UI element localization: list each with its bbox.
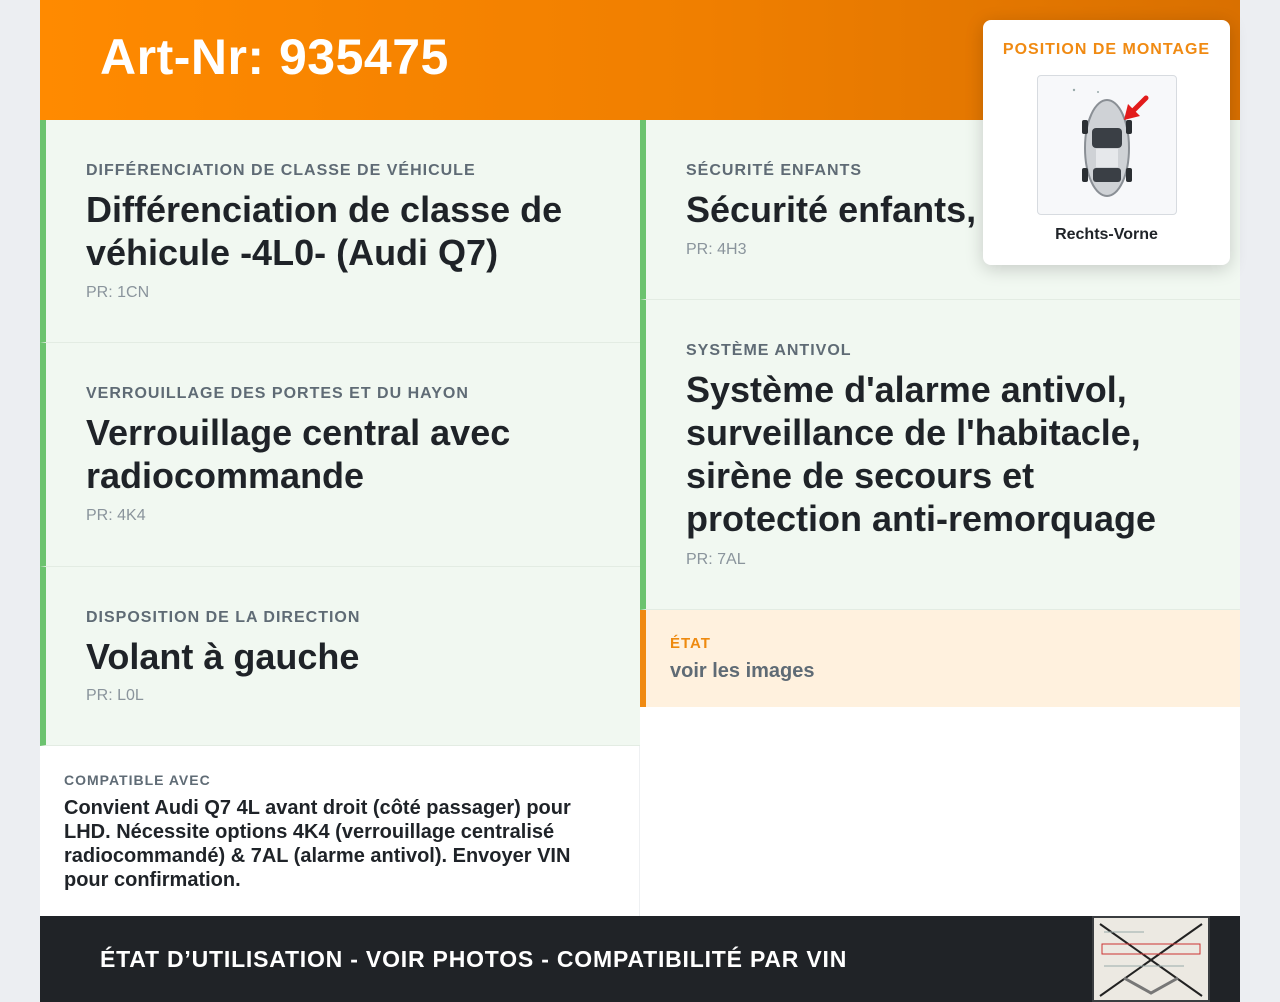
feature-value: Système d'alarme antivol, surveillance de l'habitacle, sirène de secours et protection anti-remorquage [686,369,1157,539]
compatibility-label: COMPATIBLE AVEC [64,772,211,788]
feature-category: DISPOSITION DE LA DIRECTION [86,609,361,626]
compatibility-text: Convient Audi Q7 4L avant droit (côté passager) pour LHD. Nécessite options 4K4 (verrouillage centralisé radiocommandé) & 7AL (alarme antivol). Envoyer VIN pour confirmation. [64,797,571,891]
article-number-title: Art-Nr: 935475 [100,29,449,85]
red-arrow-icon [1124,98,1146,120]
compatibility-box [40,746,640,916]
mounting-image [1037,75,1177,215]
mounting-label: POSITION DE MONTAGE [1002,41,1211,58]
footer-banner: ÉTAT D’UTILISATION - VOIR PHOTOS - COMPATIBILITÉ PAR VIN [100,946,848,972]
feature-value: Verrouillage central avec radiocommande [86,412,511,496]
feature-category: DIFFÉRENCIATION DE CLASSE DE VÉHICULE [86,162,476,179]
feature-pr-code: PR: 4K4 [86,507,146,524]
feature-value: Différenciation de classe de véhicule -4L0- (Audi Q7) [86,189,563,273]
feature-anti-theft [640,300,1240,610]
feature-vehicle-class [40,120,640,343]
condition-value: voir les images [670,660,815,682]
feature-steering [40,567,640,746]
feature-category: VERROUILLAGE DES PORTES ET DU HAYON [86,385,469,402]
feature-category: SÉCURITÉ ENFANTS [686,162,863,179]
mounting-position-value: Rechts-Vorne [1055,226,1158,243]
feature-value: Sécurité enfants, [686,189,977,230]
feature-door-locking [40,343,640,567]
feature-pr-code: PR: 1CN [86,284,150,301]
document-thumbnail-icon[interactable] [1092,916,1210,1002]
condition-label: ÉTAT [670,635,711,652]
car-top-view-icon [1038,76,1176,214]
mounting-position-card [983,20,1230,265]
feature-pr-code: PR: 4H3 [686,241,747,258]
footer-bar [40,916,1240,1002]
condition-box [640,610,1240,707]
feature-pr-code: PR: 7AL [686,551,746,568]
feature-category: SYSTÈME ANTIVOL [686,342,852,359]
feature-value: Volant à gauche [86,636,360,677]
feature-pr-code: PR: L0L [86,687,144,704]
